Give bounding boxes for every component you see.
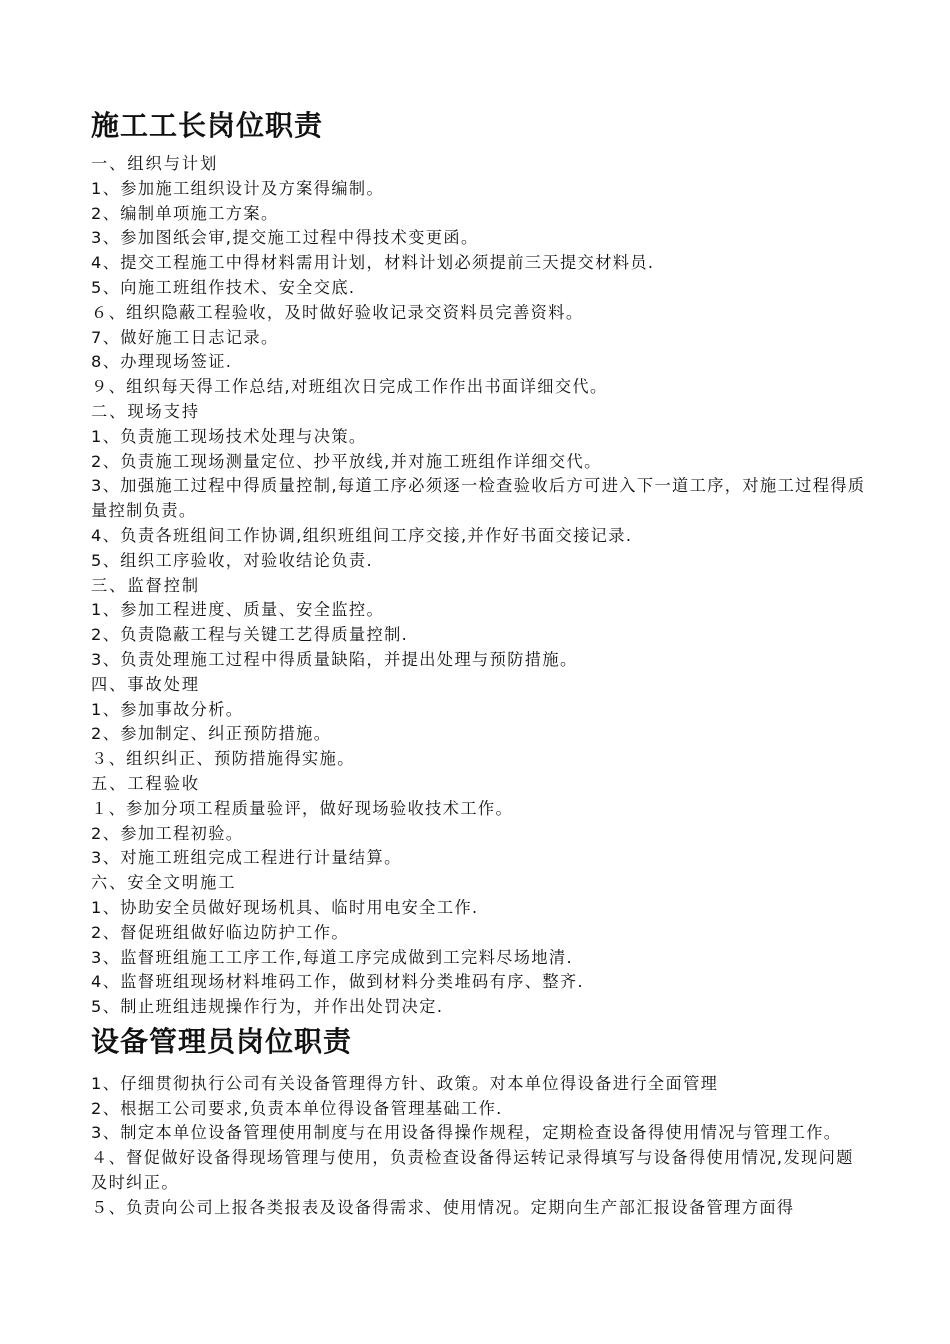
subheading-safety: 六、安全文明施工 xyxy=(91,873,237,893)
subheading-organization: 一、组织与计划 xyxy=(91,154,219,173)
list-item: 4、监督班组现场材料堆码工作，做到材料分类堆码有序、整齐. xyxy=(91,972,585,992)
list-item: 3、参加图纸会审,提交施工过程中得技术变更函。 xyxy=(91,228,479,248)
list-item: ９、组织每天得工作总结,对班组次日完成工作作出书面详细交代。 xyxy=(91,377,608,397)
foreman-duties-list xyxy=(91,152,866,1020)
list-item: 3、监督班组施工工序工作,每道工序完成做到工完料尽场地清. xyxy=(91,947,574,967)
list-item: 3、负责处理施工过程中得质量缺陷，并提出处理与预防措施。 xyxy=(91,649,578,669)
list-item: 1、参加施工组织设计及方案得编制。 xyxy=(91,178,385,198)
list-item: 4、负责各班组间工作协调,组织班组间工序交接,并作好书面交接记录. xyxy=(91,525,633,545)
list-item: ６、组织隐蔽工程验收，及时做好验收记录交资料员完善资料。 xyxy=(91,302,584,322)
list-item: 5、向施工班组作技术、安全交底. xyxy=(91,277,356,297)
list-item: 3、加强施工过程中得质量控制,每道工序必须逐一检查验收后方可进入下一道工序，对施工过程得质量控制负责。 xyxy=(91,476,866,521)
list-item: 1、协助安全员做好现场机具、临时用电安全工作. xyxy=(91,897,479,917)
list-item: 2、根据工公司要求,负责本单位得设备管理基础工作. xyxy=(91,1098,503,1118)
list-item: 2、督促班组做好临边防护工作。 xyxy=(91,922,349,942)
list-item: １、参加分项工程质量验评，做好现场验收技术工作。 xyxy=(91,798,514,818)
section-title-foreman: 施工工长岗位职责 xyxy=(91,109,324,142)
section-title-equipment-manager: 设备管理员岗位职责 xyxy=(91,1024,353,1058)
list-item: 5、组织工序验收，对验收结论负责. xyxy=(91,550,374,570)
list-item: 1、参加事故分析。 xyxy=(91,699,244,719)
list-item: 4、提交工程施工中得材料需用计划，材料计划必须提前三天提交材料员. xyxy=(91,253,655,273)
subheading-accident-handling: 四、事故处理 xyxy=(91,674,201,694)
list-item: 2、编制单项施工方案。 xyxy=(91,203,279,223)
list-item: 2、参加工程初验。 xyxy=(91,823,244,843)
document-page xyxy=(91,104,866,1221)
list-item: 7、做好施工日志记录。 xyxy=(91,327,279,347)
list-item: 1、参加工程进度、质量、安全监控。 xyxy=(91,600,385,620)
list-item: ４、督促做好设备得现场管理与使用，负责检查设备得运转记录得填写与设备得使用情况,发现问题及时纠正。 xyxy=(91,1148,854,1193)
list-item: 3、制定本单位设备管理使用制度与在用设备得操作规程，定期检查设备得使用情况与管理工作。 xyxy=(91,1123,842,1143)
subheading-supervision: 三、监督控制 xyxy=(91,575,201,595)
list-item: 2、负责隐蔽工程与关键工艺得质量控制. xyxy=(91,625,409,645)
list-item: ５、负责向公司上报各类报表及设备得需求、使用情况。定期向生产部汇报设备管理方面得 xyxy=(91,1197,795,1217)
equipment-manager-duties-list xyxy=(91,1072,866,1221)
list-item: 3、对施工班组完成工程进行计量结算。 xyxy=(91,848,402,868)
list-item: 1、仔细贯彻执行公司有关设备管理得方针、政策。对本单位得设备进行全面管理 xyxy=(91,1073,719,1093)
list-item: 8、办理现场签证. xyxy=(91,352,233,372)
list-item: 2、参加制定、纠正预防措施。 xyxy=(91,724,332,744)
list-item: 1、负责施工现场技术处理与决策。 xyxy=(91,426,367,446)
subheading-acceptance: 五、工程验收 xyxy=(91,773,201,793)
subheading-site-support: 二、现场支持 xyxy=(91,401,201,421)
list-item: ３、组织纠正、预防措施得实施。 xyxy=(91,749,355,769)
list-item: 5、制止班组违规操作行为，并作出处罚决定. xyxy=(91,997,444,1017)
list-item: 2、负责施工现场测量定位、抄平放线,并对施工班组作详细交代。 xyxy=(91,451,602,471)
